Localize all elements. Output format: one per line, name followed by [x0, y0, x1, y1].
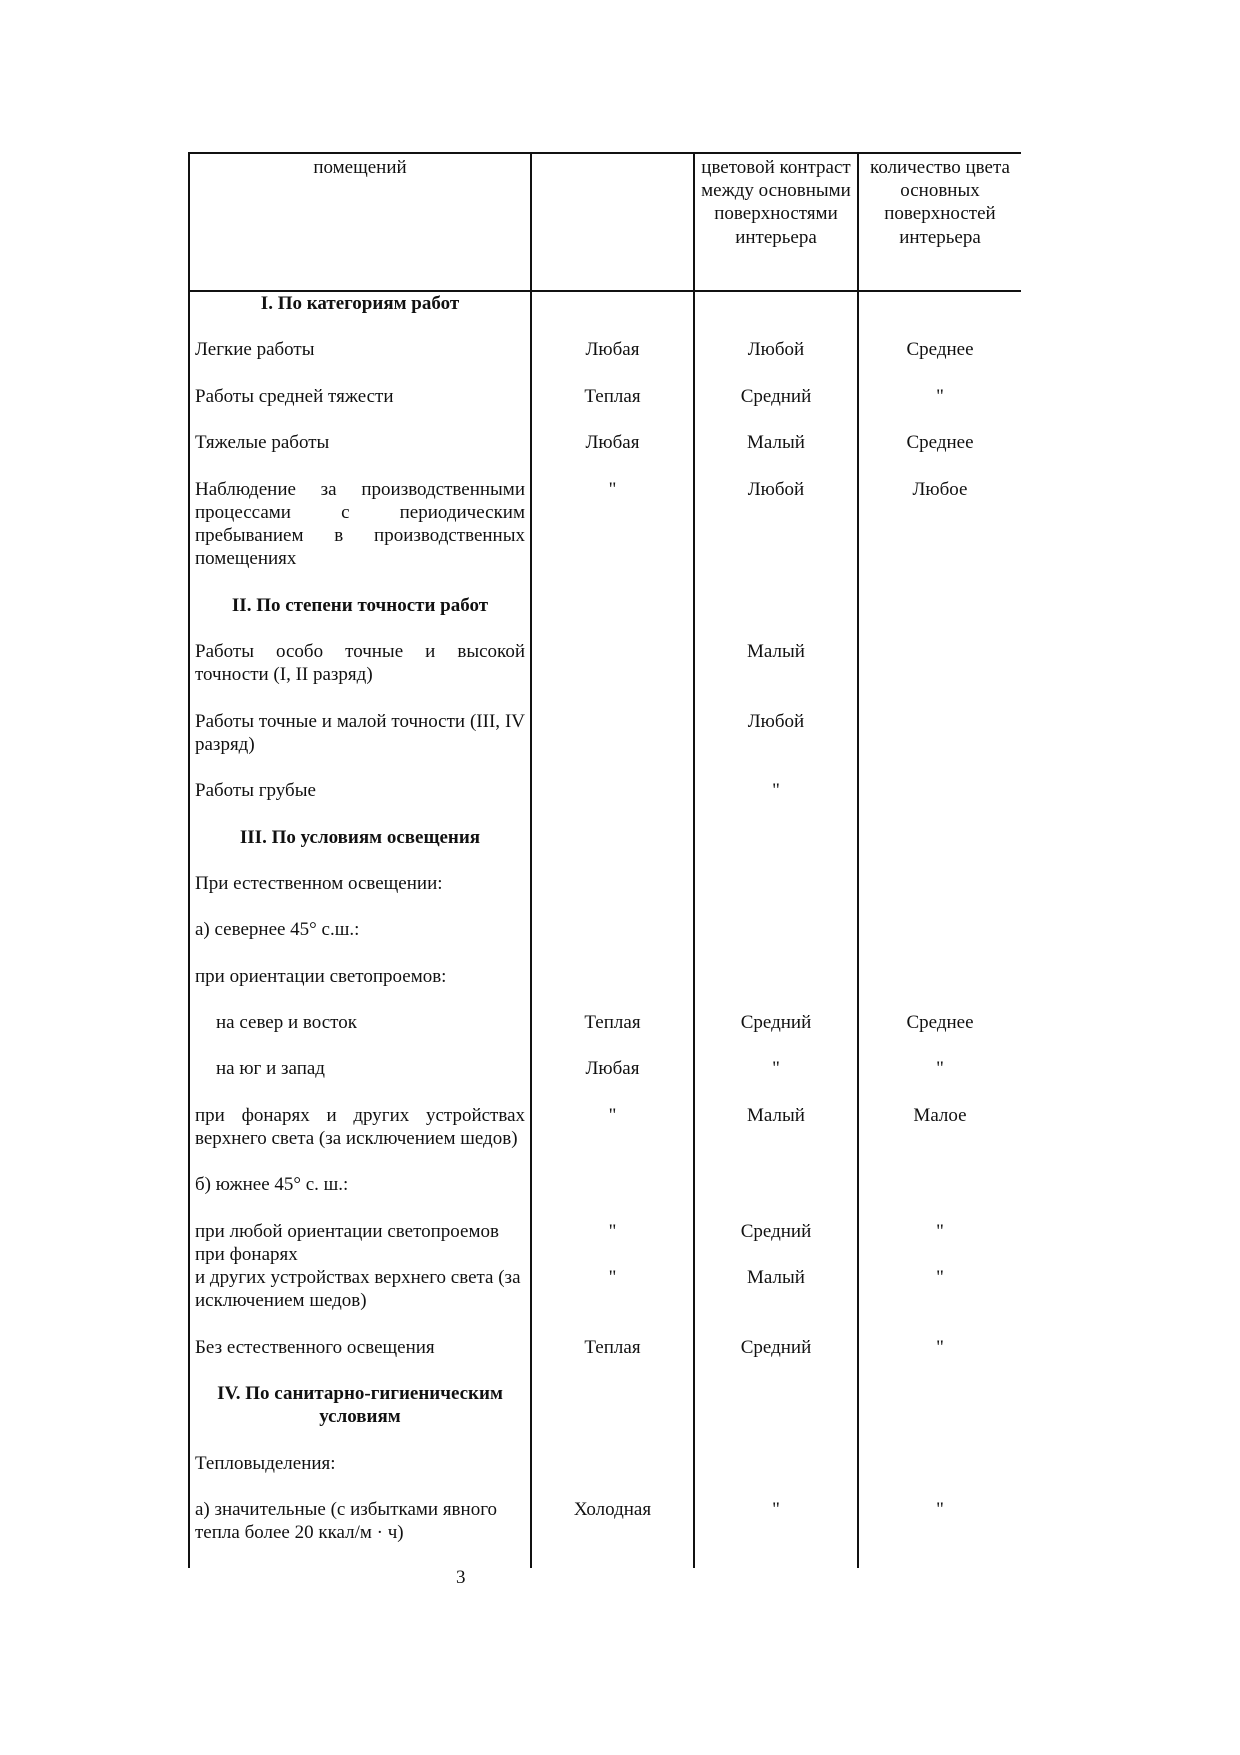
table-row — [189, 1336, 1021, 1382]
cell-color-amount — [858, 640, 1021, 710]
cell-room-type: б) южнее 45° с. ш.: — [189, 1173, 531, 1219]
cell-contrast: Любой — [694, 478, 858, 594]
cell-color-amount — [858, 1452, 1021, 1498]
table-row — [189, 338, 1021, 384]
cell-contrast: Малый — [694, 640, 858, 710]
cell-contrast: " — [694, 1498, 858, 1568]
cell-contrast — [694, 965, 858, 1011]
cell-color-amount: " — [858, 385, 1021, 431]
header-cell-contrast: цветовой контраст между основными поверхностями интерьера — [694, 153, 858, 291]
cell-room-type: Работы грубые — [189, 779, 531, 825]
cell-contrast: Средний — [694, 1336, 858, 1382]
cell-room-type: и других устройствах верхнего света (за исключением шедов) — [189, 1266, 531, 1336]
cell-color-tone: Холодная — [531, 1498, 694, 1568]
cell-color-amount — [858, 918, 1021, 964]
cell-room-type: на юг и запад — [189, 1057, 531, 1103]
header-cell-color-amount: количество цвета основных поверхностей интерьера — [858, 153, 1021, 291]
cell-room-type: II. По степени точности работ — [189, 594, 531, 640]
cell-color-tone — [531, 594, 694, 640]
cell-color-tone: " — [531, 1220, 694, 1266]
cell-contrast: Малый — [694, 431, 858, 477]
cell-color-tone: " — [531, 1104, 694, 1174]
section-heading-row — [189, 291, 1021, 338]
table-row — [189, 710, 1021, 780]
cell-color-tone: Любая — [531, 1057, 694, 1103]
table-row — [189, 779, 1021, 825]
cell-contrast — [694, 1173, 858, 1219]
cell-room-type: Работы точные и малой точности (III, IV разряд) — [189, 710, 531, 780]
cell-color-amount: " — [858, 1266, 1021, 1336]
cell-color-tone — [531, 291, 694, 338]
cell-color-amount — [858, 291, 1021, 338]
cell-color-amount: " — [858, 1336, 1021, 1382]
table-row — [189, 872, 1021, 918]
section-heading-row — [189, 826, 1021, 872]
cell-color-amount: Среднее — [858, 431, 1021, 477]
cell-color-amount: " — [858, 1057, 1021, 1103]
cell-color-tone: Теплая — [531, 385, 694, 431]
cell-color-tone: Любая — [531, 338, 694, 384]
cell-room-type: при любой ориентации светопроемов при фонарях — [189, 1220, 531, 1266]
cell-room-type: I. По категориям работ — [189, 291, 531, 338]
cell-contrast: Средний — [694, 1220, 858, 1266]
cell-color-tone — [531, 640, 694, 710]
cell-room-type: IV. По санитарно-гигиеническим условиям — [189, 1382, 531, 1452]
cell-color-tone — [531, 1173, 694, 1219]
cell-contrast — [694, 918, 858, 964]
cell-color-tone — [531, 1452, 694, 1498]
section-heading-row — [189, 594, 1021, 640]
cell-contrast: " — [694, 779, 858, 825]
cell-contrast: " — [694, 1057, 858, 1103]
table-row — [189, 385, 1021, 431]
table-row — [189, 1173, 1021, 1219]
cell-contrast: Средний — [694, 1011, 858, 1057]
cell-color-amount — [858, 710, 1021, 780]
cell-room-type: III. По условиям освещения — [189, 826, 531, 872]
cell-room-type: на север и восток — [189, 1011, 531, 1057]
cell-contrast — [694, 1452, 858, 1498]
cell-room-type: Легкие работы — [189, 338, 531, 384]
cell-color-tone: " — [531, 478, 694, 594]
cell-room-type: а) значительные (с избытками явного тепла более 20 ккал/м · ч) — [189, 1498, 531, 1568]
cell-color-tone: " — [531, 1266, 694, 1336]
cell-color-amount — [858, 779, 1021, 825]
cell-room-type: При естественном освещении: — [189, 872, 531, 918]
table-row — [189, 1220, 1021, 1266]
cell-color-tone — [531, 710, 694, 780]
table-row — [189, 431, 1021, 477]
cell-contrast — [694, 872, 858, 918]
section-heading-row — [189, 1382, 1021, 1452]
cell-color-amount — [858, 1173, 1021, 1219]
table-row — [189, 1266, 1021, 1336]
cell-color-amount: Среднее — [858, 338, 1021, 384]
cell-room-type: Тепловыделения: — [189, 1452, 531, 1498]
cell-color-tone — [531, 965, 694, 1011]
cell-contrast: Малый — [694, 1266, 858, 1336]
cell-room-type: Наблюдение за производственными процессами с периодическим пребыванием в производственных помещениях — [189, 478, 531, 594]
table-row — [189, 1452, 1021, 1498]
cell-color-tone — [531, 826, 694, 872]
cell-color-tone — [531, 1382, 694, 1452]
cell-color-amount: Любое — [858, 478, 1021, 594]
cell-color-tone: Теплая — [531, 1011, 694, 1057]
cell-color-tone — [531, 872, 694, 918]
header-cell-rooms: помещений — [189, 153, 531, 291]
cell-contrast: Средний — [694, 385, 858, 431]
cell-room-type: а) севернее 45° с.ш.: — [189, 918, 531, 964]
cell-contrast: Любой — [694, 710, 858, 780]
cell-color-tone: Теплая — [531, 1336, 694, 1382]
cell-room-type: при фонарях и других устройствах верхнего света (за исключением шедов) — [189, 1104, 531, 1174]
table-row — [189, 1057, 1021, 1103]
cell-color-amount: " — [858, 1498, 1021, 1568]
requirements-table — [188, 152, 1021, 1598]
table-row — [189, 1498, 1021, 1568]
cell-contrast: Любой — [694, 338, 858, 384]
cell-color-amount — [858, 872, 1021, 918]
cell-contrast — [694, 594, 858, 640]
cell-color-amount: Среднее — [858, 1011, 1021, 1057]
cell-color-amount — [858, 965, 1021, 1011]
cell-room-type: Работы средней тяжести — [189, 385, 531, 431]
header-cell-color — [531, 153, 694, 291]
cell-room-type: при ориентации светопроемов: — [189, 965, 531, 1011]
cell-color-amount: " — [858, 1220, 1021, 1266]
cell-room-type: Без естественного освещения — [189, 1336, 531, 1382]
cell-color-tone — [531, 918, 694, 964]
cell-contrast: Малый — [694, 1104, 858, 1174]
cell-contrast — [694, 1382, 858, 1452]
table-row — [189, 478, 1021, 594]
cell-color-tone: Любая — [531, 431, 694, 477]
cell-room-type: Работы особо точные и высокой точности (I, II разряд) — [189, 640, 531, 710]
table-row — [189, 1104, 1021, 1174]
table-row — [189, 1011, 1021, 1057]
cell-color-tone — [531, 779, 694, 825]
cell-contrast — [694, 826, 858, 872]
cell-color-amount: Малое — [858, 1104, 1021, 1174]
page-number: 3 — [456, 1567, 466, 1588]
cell-room-type: Тяжелые работы — [189, 431, 531, 477]
cell-color-amount — [858, 1382, 1021, 1452]
cell-color-amount — [858, 594, 1021, 640]
cell-contrast — [694, 291, 858, 338]
table-row — [189, 965, 1021, 1011]
table-header-row — [189, 153, 1021, 291]
table-row — [189, 918, 1021, 964]
table-row — [189, 640, 1021, 710]
cell-color-amount — [858, 826, 1021, 872]
